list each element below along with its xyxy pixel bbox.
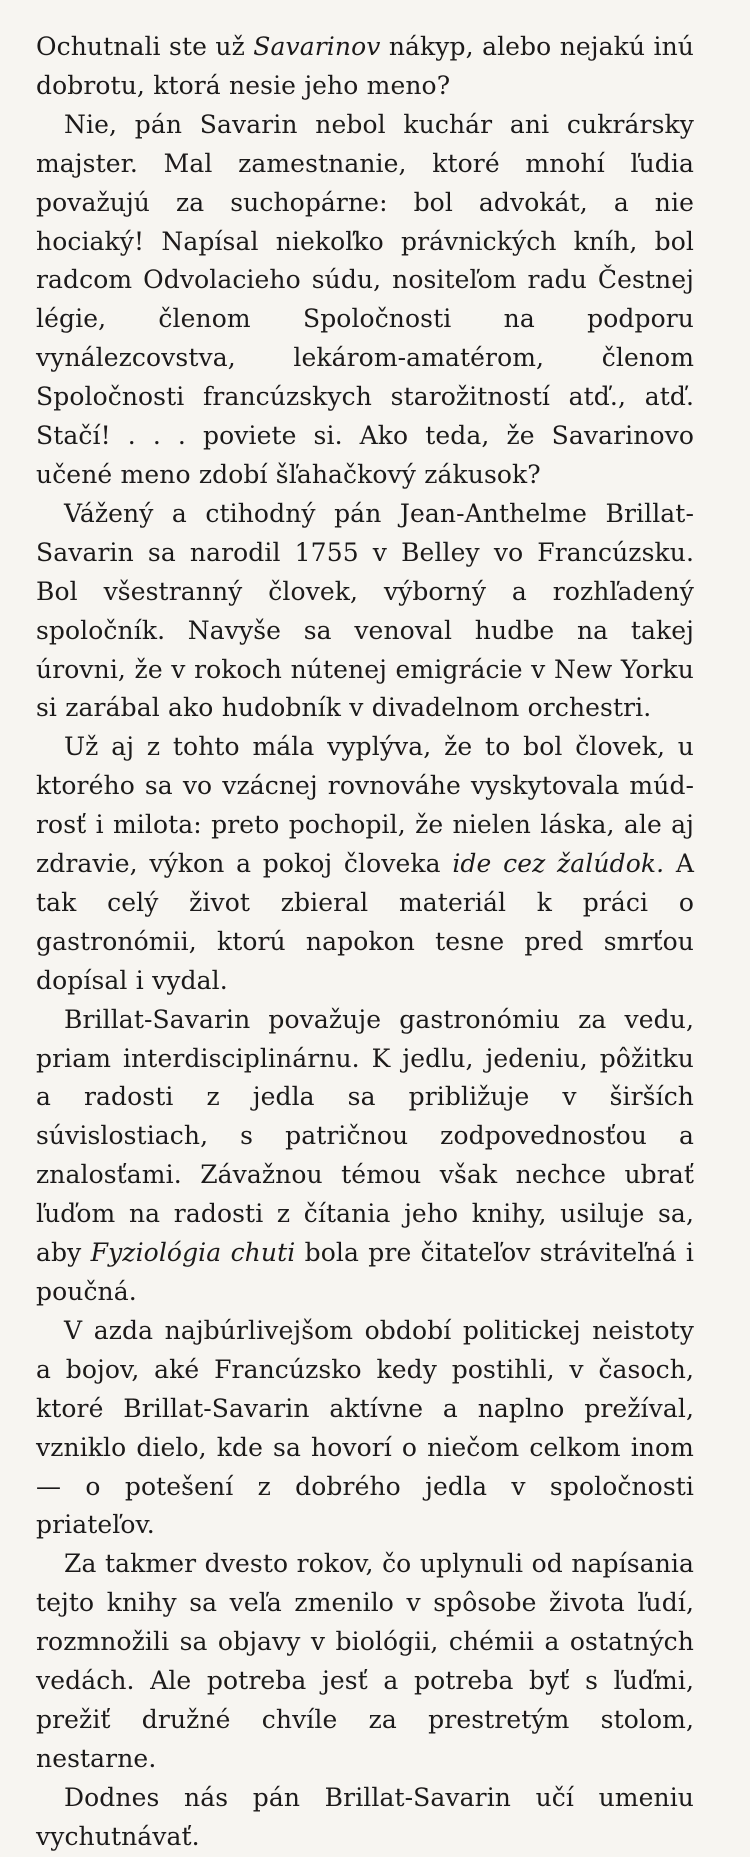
paragraph-8-text: Dodnes nás pán Brillat-Savarin učí umeniu vychutnávať. [36, 1782, 694, 1851]
paragraph-4-part-3: A tak celý život zbieral materiál k práci o gastronómii, ktorú napokon tesne pred smrťou dopísal i vydal. [36, 849, 694, 995]
paragraph-4 [36, 728, 694, 1000]
paragraph-7-text: Za takmer dvesto rokov, čo uplynuli od napísania tejto knihy sa veľa zmenilo v spôsobe života ľudí, rozmnožili sa objavy v biológii, chémii a ostatných vedách. Ale potreba jesť a potreba byť s ľuďmi, prežiť družné chvíle za prestretým stolom, nestarne. [36, 1549, 694, 1773]
paragraph-4-part-1: Už aj z tohto mála vyplýva, že to bol človek, u ktorého sa vo vzácnej rovnováhe vyskytovala múdrosť i milota: preto pochopil, že nielen láska, ale aj zdravie, výkon a pokoj človeka [36, 732, 694, 879]
paragraph-1-part-1: Ochutnali ste už [36, 32, 254, 61]
paragraph-4-italic-phrase: ide cez žalúdok. [452, 849, 665, 879]
paragraph-3-text: Vážený a ctihodný pán Jean-Anthelme Brillat-Savarin sa narodil 1755 v Belley vo Francúzsku. Bol všestranný človek, výborný a rozhľadený spoločník. Navyše sa venoval hudbe na takej úrovni, že v rokoch nútenej emigrácie v New Yorku si zarábal ako hudobník v divadelnom orchestri. [36, 498, 694, 723]
paragraph-2-text: Nie, pán Savarin nebol kuchár ani cukrársky majster. Mal zamestnanie, ktoré mnohí ľudia považujú za suchopárne: bol advokát, a nie hociaký! Napísal niekoľko právnických kníh, bol radcom Odvolacieho súdu, nositeľom radu Čestnej légie, členom Spoločnosti na podporu vynálezcovstva, lekárom-amatérom, členom Spoločnosti francúzskych starožitností atď., atď. Stačí! . . . poviete si. Ako teda, že Savarinovo učené meno zdobí šľahačkový zákusok? [36, 109, 694, 489]
paragraph-1-italic-savarinov: Savarinov [253, 32, 381, 61]
paragraph-5 [36, 1001, 694, 1312]
paragraph-5-part-3: bola pre čitateľov stráviteľná i poučná. [36, 1238, 694, 1306]
paragraph-8 [36, 1779, 694, 1857]
paragraph-1-part-3: nákyp, alebo nejakú inú dobrotu, ktorá nesie jeho meno? [36, 32, 694, 100]
paragraph-6 [36, 1312, 694, 1545]
paragraph-5-italic-book-title: Fyziológia chuti [90, 1238, 296, 1268]
paragraph-7 [36, 1545, 694, 1778]
paragraph-6-text: V azda najbúrlivejšom období politickej neistoty a bojov, aké Francúzsko kedy postihli, v časoch, ktoré Brillat-Savarin aktívne a naplno prežíval, vzniklo dielo, kde sa hovorí o niečom celkom inom — o potešení z dobrého jedla v spoločnosti priateľov. [36, 1315, 694, 1540]
paragraph-1 [36, 28, 694, 106]
paragraph-2 [36, 106, 694, 495]
paragraph-3 [36, 495, 694, 728]
book-page-text [36, 28, 694, 1857]
paragraph-5-part-1: Brillat-Savarin považuje gastronómiu za vedu, priam interdisciplinárnu. K jedlu, jedeniu, pôžitku a radosti z jedla sa približuje v širších súvislostiach, s patričnou zodpovednosťou a znalosťami. Závažnou témou však nechce ubrať ľuďom na radosti z čítania jeho knihy, usiluje sa, aby [36, 1004, 694, 1268]
